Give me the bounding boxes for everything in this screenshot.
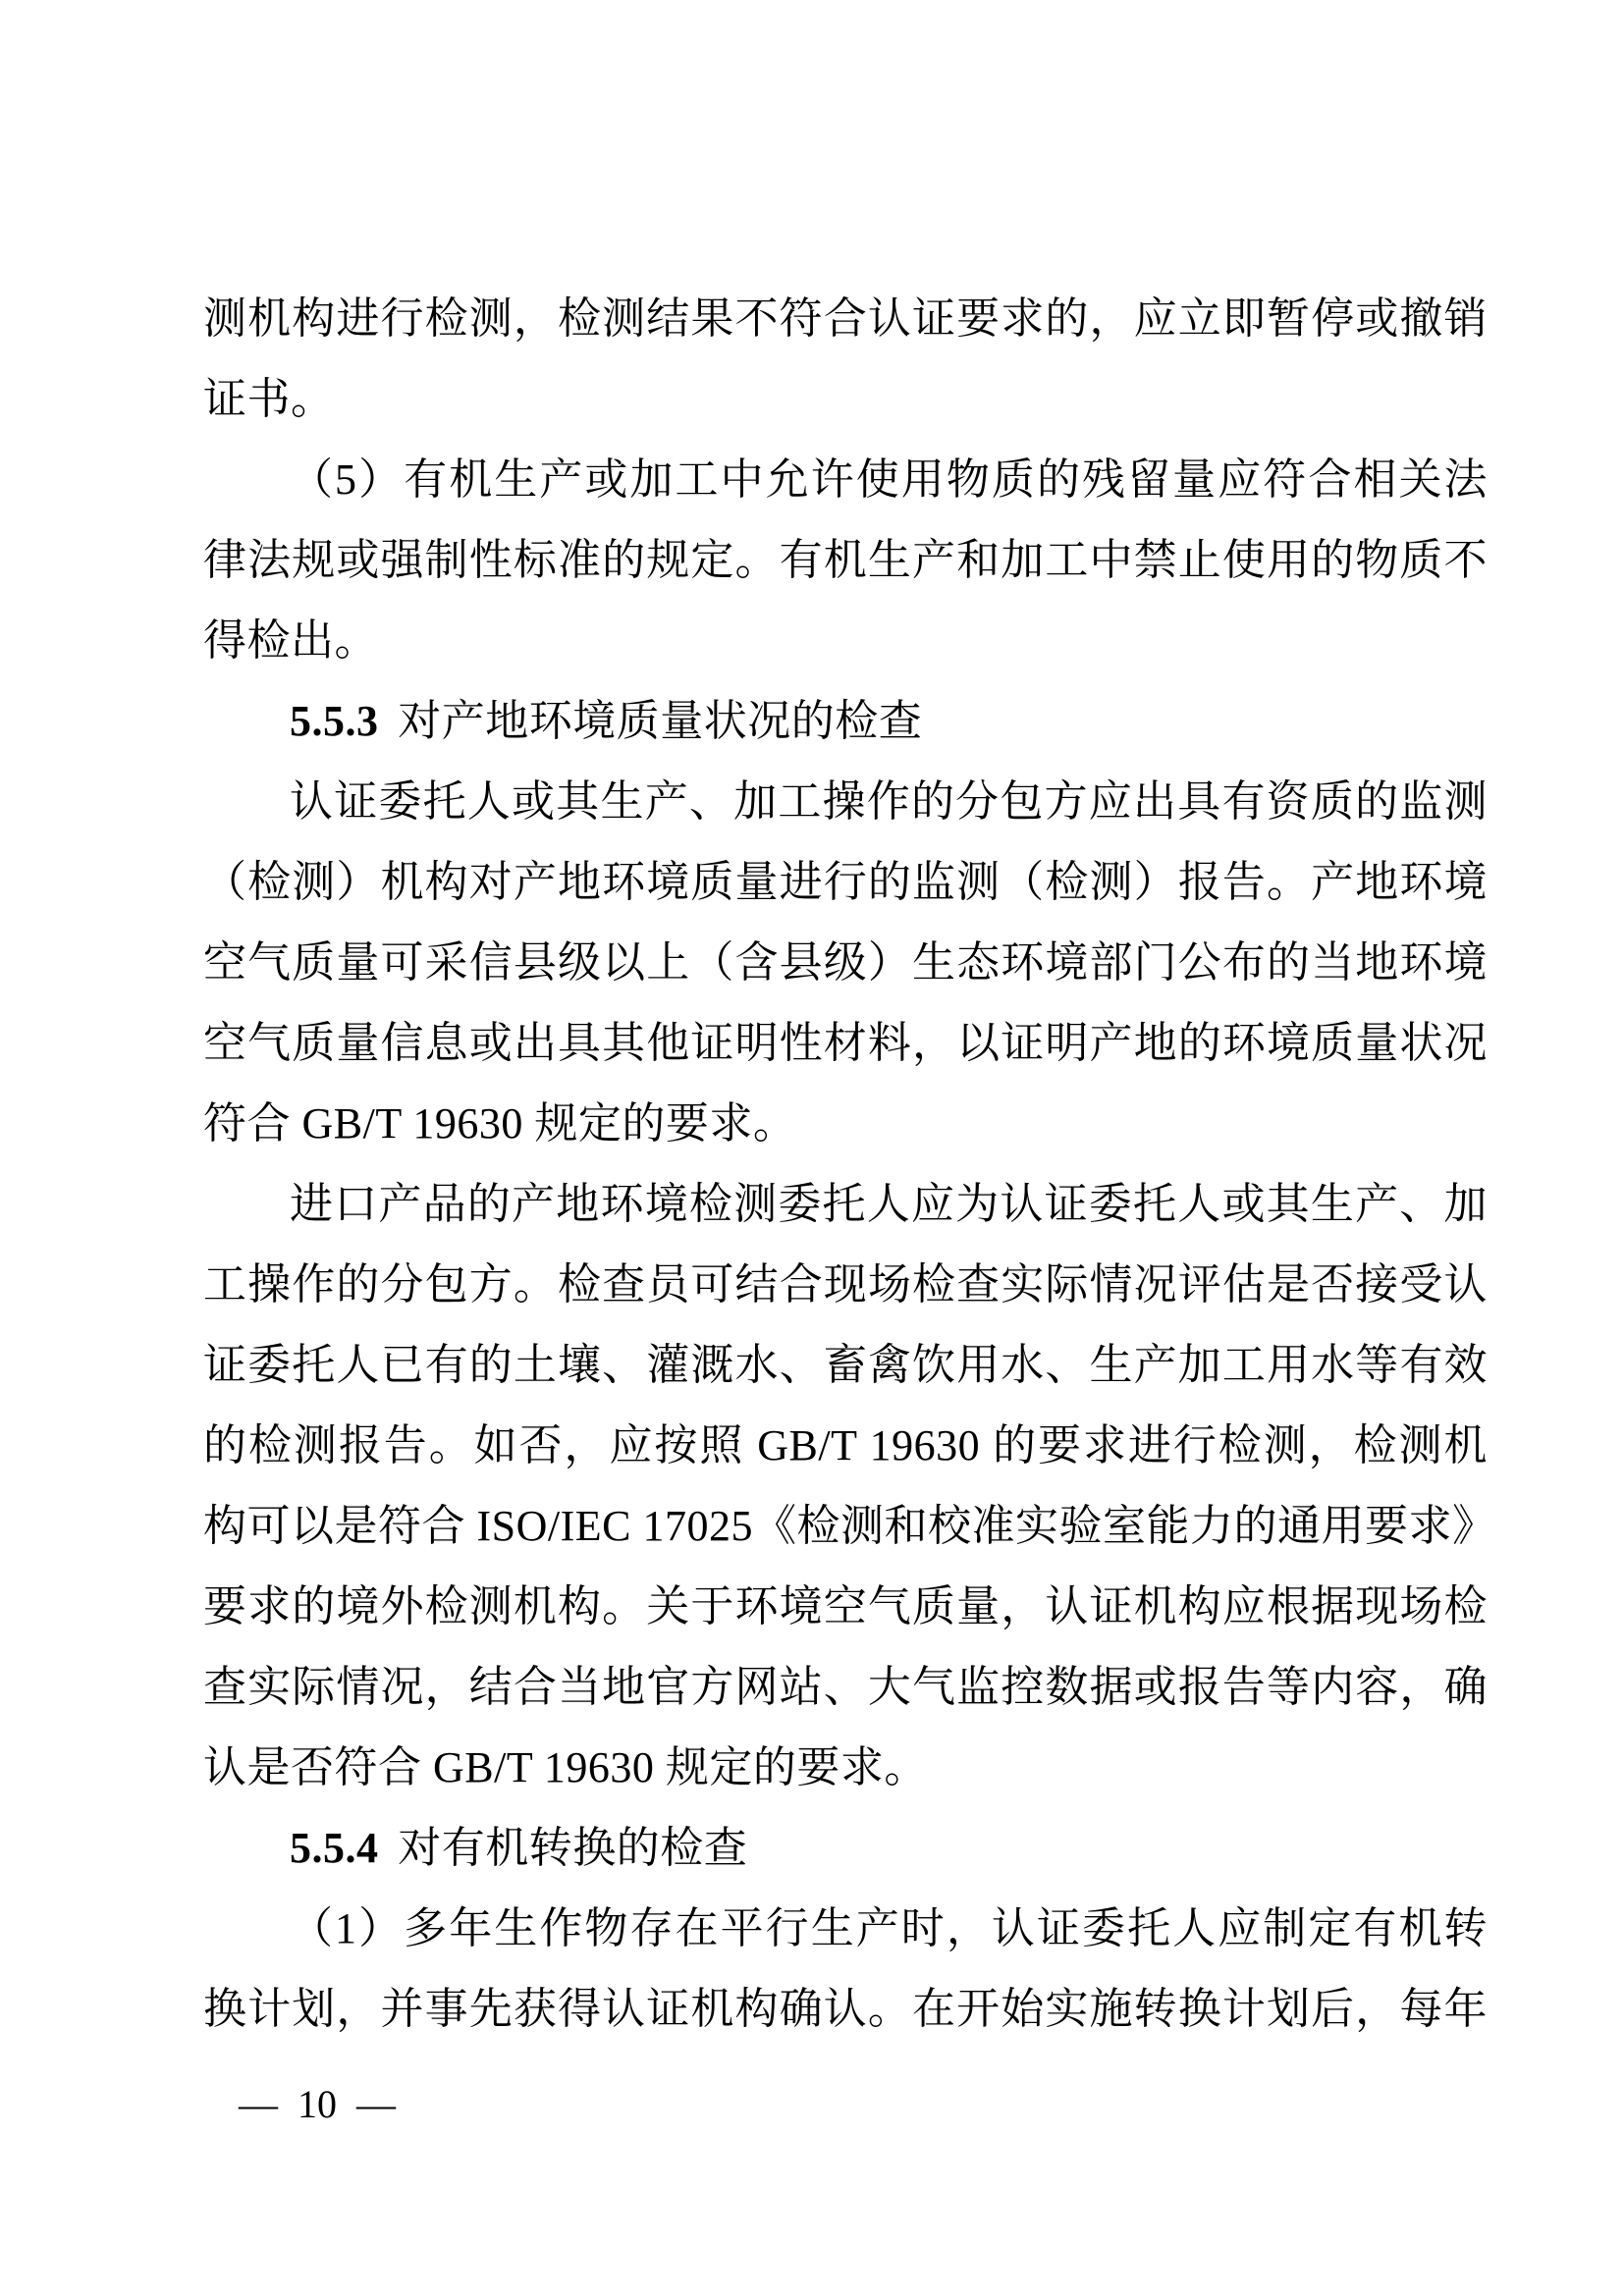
text-line: 测机构进行检测，检测结果不符合认证要求的，应立即暂停或撤销 xyxy=(203,294,1488,343)
text-line: 证书。 xyxy=(203,375,335,423)
text-line: 得检出。 xyxy=(203,616,378,665)
heading-number: 5.5.4 xyxy=(290,1824,379,1872)
text-line: 认证委托人或其生产、加工操作的分包方应出具有资质的监测 xyxy=(290,777,1488,826)
text-line: （5）有机生产或加工中允许使用物质的残留量应符合相关法 xyxy=(290,455,1488,504)
text-line: 查实际情况，结合当地官方网站、大气监控数据或报告等内容，确 xyxy=(203,1663,1488,1711)
text-line: 空气质量信息或出具其他证明性材料，以证明产地的环境质量状况 xyxy=(203,1019,1488,1067)
text-line: 空气质量可采信县级以上（含县级）生态环境部门公布的当地环境 xyxy=(203,938,1488,987)
text-line: 的检测报告。如否，应按照 GB/T 19630 的要求进行检测，检测机 xyxy=(203,1421,1488,1469)
heading-number: 5.5.3 xyxy=(290,697,379,745)
body-text-block xyxy=(203,279,1496,2050)
text-line: （检测）机构对产地环境质量进行的监测（检测）报告。产地环境 xyxy=(203,858,1488,906)
text-line: 认是否符合 GB/T 19630 规定的要求。 xyxy=(203,1743,928,1791)
text-line: 要求的境外检测机构。关于环境空气质量，认证机构应根据现场检 xyxy=(203,1582,1488,1630)
text-line: 符合 GB/T 19630 规定的要求。 xyxy=(203,1099,797,1148)
text-line: 律法规或强制性标准的规定。有机生产和加工中禁止使用的物质不 xyxy=(203,536,1488,584)
footer-dash-right: — xyxy=(356,2082,396,2126)
heading-title: 对产地环境质量状况的检查 xyxy=(398,697,923,745)
text-line: 构可以是符合 ISO/IEC 17025《检测和校准实验室能力的通用要求》 xyxy=(203,1502,1496,1550)
text-line: 工操作的分包方。检查员可结合现场检查实际情况评估是否接受认 xyxy=(203,1260,1488,1308)
text-line: 换计划，并事先获得认证机构确认。在开始实施转换计划后，每年 xyxy=(203,1985,1488,2033)
footer-dash-left: — xyxy=(239,2082,278,2126)
text-line: 进口产品的产地环境检测委托人应为认证委托人或其生产、加 xyxy=(290,1180,1488,1228)
page-footer xyxy=(239,2079,396,2130)
text-line: 证委托人已有的土壤、灌溉水、畜禽饮用水、生产加工用水等有效 xyxy=(203,1341,1488,1389)
heading-5-5-4 xyxy=(203,1808,1488,1889)
page-number: 10 xyxy=(298,2082,337,2126)
heading-5-5-3 xyxy=(203,681,1488,762)
text-line: （1）多年生作物存在平行生产时，认证委托人应制定有机转 xyxy=(290,1904,1488,1952)
heading-title: 对有机转换的检查 xyxy=(398,1824,748,1872)
